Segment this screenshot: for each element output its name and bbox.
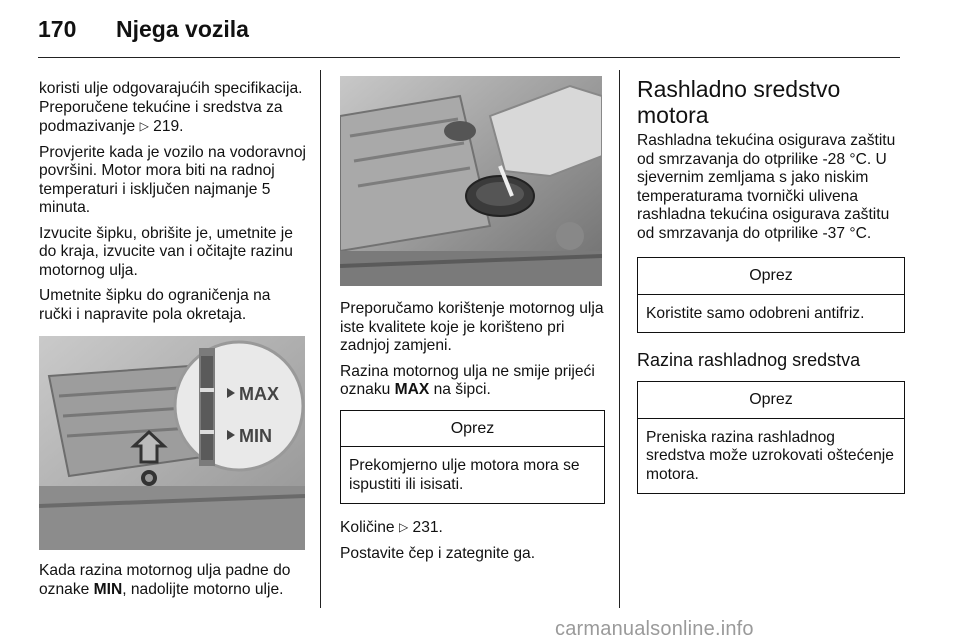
caution-title: Oprez — [638, 258, 904, 295]
chapter-title: Njega vozila — [116, 16, 249, 42]
paragraph — [340, 363, 605, 400]
column-1 — [39, 80, 307, 606]
caution-body: Koristite samo odobreni antifriz. — [646, 304, 865, 322]
max-label: MAX — [239, 384, 279, 404]
subsection-heading: Razina rashladnog sredstva — [637, 350, 861, 370]
paragraph-text: koristi ulje odgovarajućih specifikacija. Preporučene tekućine i sredstva za podmazivanje — [39, 80, 303, 135]
caution-box — [340, 410, 605, 505]
paragraph-text: na šipci. — [429, 381, 491, 398]
caution-title: Oprez — [638, 382, 904, 419]
paragraph: Postavite čep i zategnite ga. — [340, 544, 536, 562]
caution-box — [637, 257, 905, 333]
paragraph: Preporučamo korištenje motornog ulja iste kvalitete koje je korišteno pri zadnjoj zamjeni. — [340, 300, 604, 354]
header-divider — [38, 57, 900, 58]
paragraph: Provjerite kada je vozilo na vodoravnoj površini. Motor mora biti na radnoj temperaturi i isključen najmanje 5 minuta. — [39, 143, 306, 216]
column-divider-2 — [619, 70, 620, 608]
paragraph-text: Kada razina motornog ulja padne do oznake — [39, 562, 291, 598]
page-number: 170 — [38, 16, 77, 42]
column-3 — [637, 76, 905, 494]
max-mark-text: MAX — [394, 381, 430, 398]
paragraph-text: Razina motornog ulja ne smije prijeći oznaku — [340, 362, 595, 398]
page-reference-link[interactable]: 219. — [153, 118, 184, 135]
section-heading: Rashladno sredstvo motora — [637, 76, 841, 128]
caution-title: Oprez — [341, 411, 604, 448]
paragraph — [39, 80, 307, 137]
min-label: MIN — [239, 426, 272, 446]
paragraph — [340, 518, 605, 538]
page-reference-link[interactable]: 231. — [412, 519, 443, 536]
paragraph-text: Količine — [340, 519, 399, 536]
column-divider-1 — [320, 70, 321, 608]
paragraph-text: , nadolijte motorno ulje. — [122, 580, 284, 598]
oil-refill-illustration — [340, 76, 602, 286]
dipstick-illustration — [39, 336, 305, 550]
paragraph — [39, 562, 307, 599]
paragraph: Rashladna tekućina osigurava zaštitu od smrzavanja do otprilike -28 °C. U sjevernim zemljama s jako niskim temperaturama tvornički ulivena rashladna tekućina osigurava zaštitu od smrzavanja do otprilike -37 °C. — [637, 132, 896, 242]
paragraph: Umetnite šipku do ograničenja na ručki i napravite pola okretaja. — [39, 287, 271, 323]
caution-body: Prekomjerno ulje motora mora se ispustiti ili isisati. — [349, 457, 580, 493]
watermark: carmanualsonline.info — [555, 618, 754, 640]
caution-box — [637, 381, 905, 494]
reference-arrow-icon: ▷ — [139, 119, 149, 133]
page-header — [38, 14, 900, 54]
paragraph: Izvucite šipku, obrišite je, umetnite je do kraja, izvucite van i očitajte razinu motornog ulja. — [39, 224, 293, 279]
min-mark-text: MIN — [93, 580, 123, 598]
caution-body: Preniska razina rashladnog sredstva može uzrokovati oštećenje motora. — [646, 428, 894, 483]
column-2 — [340, 76, 605, 570]
reference-arrow-icon: ▷ — [398, 520, 409, 534]
